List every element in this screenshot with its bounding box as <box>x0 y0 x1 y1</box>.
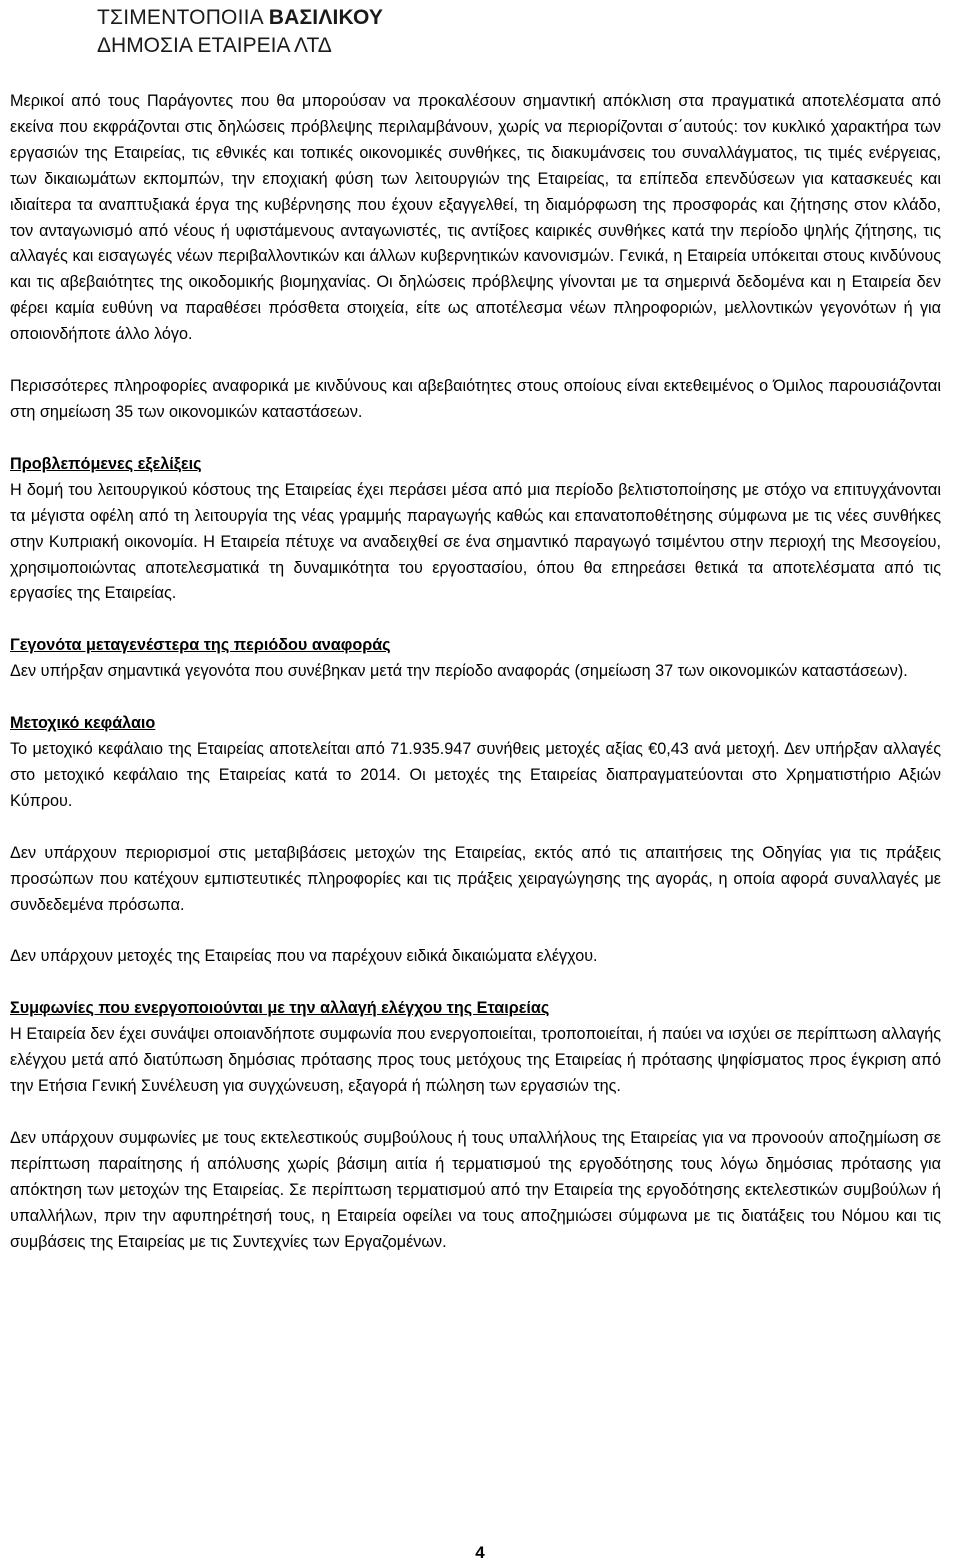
paragraph-share-capital: Το μετοχικό κεφάλαιο της Εταιρείας αποτελείται από 71.935.947 συνήθεις μετοχές αξίας €0,43 ανά μετοχή. Δεν υπήρξαν αλλαγές στο μετοχικό κεφάλαιο της Εταιρείας κατά το 2014. Οι μετοχές της Εταιρείας διαπραγματεύονται στο Χρηματιστήριο Αξιών Κύπρου. <box>10 740 941 810</box>
heading-subsequent-events: Γεγονότα μεταγενέστερα της περιόδου αναφοράς <box>10 636 391 655</box>
paragraph-outlook: Η δομή του λειτουργικού κόστους της Εταιρείας έχει περάσει μέσα από μια περίοδο βελτιστοποίησης με στόχο να επιτυγχάνονται τα μέγιστα οφέλη από τη λειτουργία της νέας γραμμής παραγωγής καθώς και επανατοποθέτησης σύμφωνα με τις νέες συνθήκες στην Κυπριακή οικονομία. Η Εταιρεία πέτυχε να αναδειχθεί σε ένα σημαντικό παραγωγό τσιμέντου στην περιοχή της Μεσογείου, χρησιμοποιώντας αποτελεσματικά τη δυναμικότητα του εργοστασίου, όπου θα επηρεάσει θετικά τα αποτελέσματα από τις εργασίες της Εταιρείας. <box>10 480 941 603</box>
company-name <box>97 6 383 30</box>
paragraph-risk-factors: Μερικοί από τους Παράγοντες που θα μπορούσαν να προκαλέσουν σημαντική απόκλιση στα πραγματικά αποτελέσματα από εκείνα που εκφράζονται στις δηλώσεις πρόβλεψης περιλαμβάνουν, χωρίς να περιορίζονται σ΄αυτούς: τον κυκλικό χαρακτήρα των εργασιών της Εταιρείας, τις εθνικές και τοπικές οικονομικές συνθήκες, τις διακυμάνσεις του συναλλάγματος, τις τιμές ενέργειας, των δικαιωμάτων εκπομπών, την εποχιακή φύση των λειτουργιών της Εταιρείας, τα επίπεδα επενδύσεων για κατασκευές και ιδιαίτερα τα αναπτυξιακά έργα της κυβέρνησης που έχουν εξαγγελθεί, τη διαμόρφωση της προσφοράς και ζήτησης στον κλάδο, τον ανταγωνισμό από νέους ή υφιστάμενους ανταγωνιστές, τις αντίξοες καιρικές συνθήκες κατά την περίοδο ψηλής ζήτησης, τις αλλαγές και εισαγωγές νέων περιβαλλοντικών και άλλων κυβερνητικών κανονισμών. Γενικά, η Εταιρεία υπόκειται στους κινδύνους και τις αβεβαιότητες της οικοδομικής βιομηχανίας. Οι δηλώσεις πρόβλεψης γίνονται με τα σημερινά δεδομένα και η Εταιρεία δεν φέρει καμία ευθύνη να παραθέσει πρόσθετα στοιχεία, είτε ως αποτέλεσμα νέων πληροφοριών, μελλοντικών γεγονότων ή για οποιονδήποτε άλλο λόγο. <box>10 92 941 344</box>
heading-outlook: Προβλεπόμενες εξελίξεις <box>10 454 202 473</box>
paragraph-more-info: Περισσότερες πληροφορίες αναφορικά με κινδύνους και αβεβαιότητες στους οποίους είναι εκτεθειμένος ο Όμιλος παρουσιάζονται στη σημείωση 35 των οικονομικών καταστάσεων. <box>10 377 941 421</box>
paragraph-transfer-restrictions: Δεν υπάρχουν περιορισμοί στις μεταβιβάσεις μετοχών της Εταιρείας, εκτός από τις απαιτήσεις της Οδηγίας για τις πράξεις προσώπων που κατέχουν εμπιστευτικές πληροφορίες και τις πράξεις χειραγώγησης της αγοράς, η οποία αφορά συναλλαγές με συνδεδεμένα πρόσωπα. <box>10 843 941 914</box>
company-type: ΔΗΜΟΣΙΑ ΕΤΑΙΡΕΙΑ ΛΤΔ <box>97 34 332 57</box>
company-name-main: ΒΑΣΙΛΙΚΟΥ <box>268 6 384 29</box>
heading-change-of-control: Συμφωνίες που ενεργοποιούνται με την αλλαγή ελέγχου της Εταιρείας <box>10 999 550 1018</box>
paragraph-subsequent-events: Δεν υπήρξαν σημαντικά γεγονότα που συνέβηκαν μετά την περίοδο αναφοράς (σημείωση 37 των οικονομικών καταστάσεων). <box>10 662 908 681</box>
company-name-prefix: ΤΣΙΜΕΝΤΟΠΟΙΙΑ <box>97 6 269 29</box>
heading-share-capital: Μετοχικό κεφάλαιο <box>10 714 156 733</box>
document-body <box>10 89 941 1256</box>
paragraph-special-rights: Δεν υπάρχουν μετοχές της Εταιρείας που να παρέχουν ειδικά δικαιώματα ελέγχου. <box>10 947 598 966</box>
document-header <box>0 0 960 66</box>
paragraph-change-of-control: Η Εταιρεία δεν έχει συνάψει οποιανδήποτε συμφωνία που ενεργοποιείται, τροποποιείται, ή παύει να ισχύει σε περίπτωση αλλαγής ελέγχου μετά από διατύπωση δημόσιας πρότασης προς τους μετόχους της Εταιρείας ή πρότασης ψηφίσματος προς έγκριση από την Ετήσια Γενική Συνέλευση για συγχώνευση, εξαγορά ή πώληση των εργασιών της. <box>10 1025 941 1096</box>
page-number: 4 <box>475 1543 485 1562</box>
paragraph-compensation: Δεν υπάρχουν συμφωνίες με τους εκτελεστικούς συμβούλους ή τους υπαλλήλους της Εταιρείας για να προνοούν αποζημίωση σε περίπτωση παραίτησης ή απόλυσης χωρίς βάσιμη αιτία ή τερματισμού της εργοδότησης τους λόγω δημόσιας πρότασης για απόκτηση των μετοχών της Εταιρείας. Σε περίπτωση τερματισμού από την Εταιρεία της εργοδότησης εκτελεστικών συμβούλων ή υπαλλήλων, πριν την αφυπηρέτησή τους, η Εταιρεία οφείλει να τους αποζημιώσει σύμφωνα με τις διατάξεις του Νόμου και τις συμβάσεις της Εταιρείας με τις Συντεχνίες των Εργαζομένων. <box>10 1129 941 1251</box>
